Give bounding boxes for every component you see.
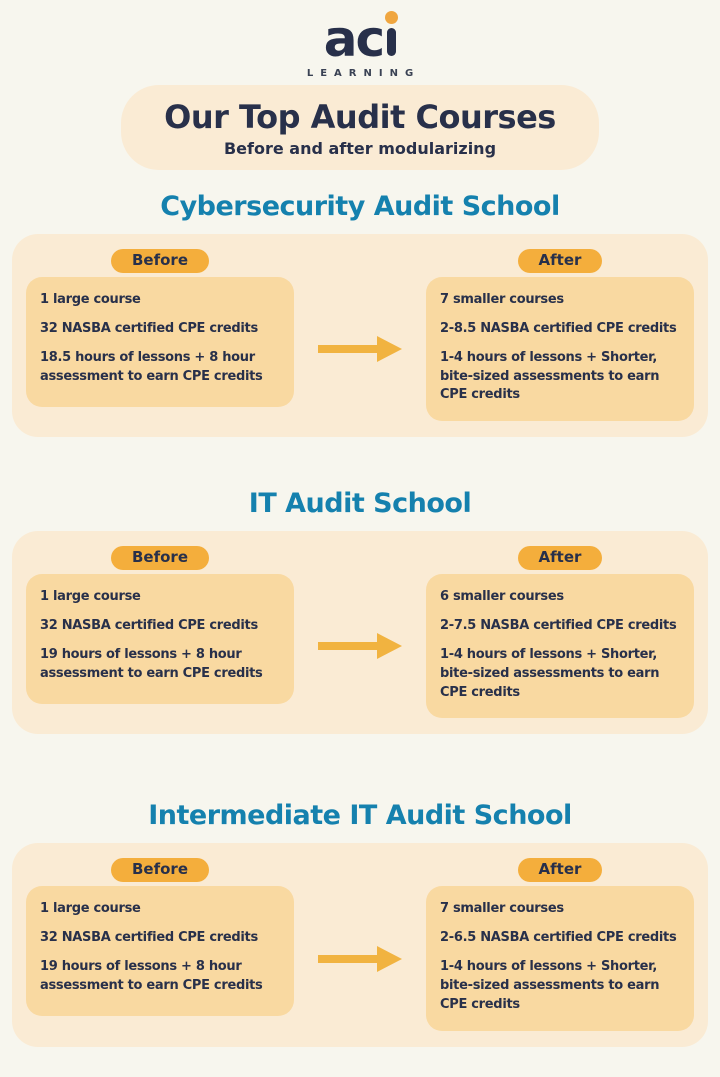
right-arrow-icon [318,944,402,974]
after-item: 2-8.5 NASBA certified CPE credits [440,320,677,336]
before-item: 32 NASBA certified CPE credits [40,320,258,336]
aci-logo-wordmark [323,10,396,68]
logo-orange-dot-icon [385,11,398,24]
bottom-spacer [0,1047,720,1077]
after-item: 7 smaller courses [440,292,564,307]
aci-logo [0,0,720,79]
before-item: 1 large course [40,589,141,605]
section-title: IT Audit School [248,488,472,520]
after-column [426,249,694,421]
before-item: 19 hours of lessons + 8 hour assessment to earn CPE credits [40,959,263,993]
before-item: 1 large course [40,901,141,917]
after-column [426,546,694,718]
before-badge: Before [111,858,209,882]
before-badge: Before [111,546,209,570]
before-column [26,249,294,407]
after-item: 6 smaller courses [440,589,564,605]
before-after-arrow [294,249,426,421]
comparison-panel [12,843,708,1046]
comparison-panel [12,234,708,437]
after-badge: After [518,546,603,570]
before-item: 1 large course [40,292,141,307]
before-badge: Before [111,249,209,273]
section-cybersecurity-audit-school [0,191,720,437]
after-card [426,277,694,421]
section-title: Cybersecurity Audit School [160,191,560,222]
after-item: 7 smaller courses [440,901,564,917]
logo-text-ac: ac [323,10,384,68]
before-card [26,277,294,407]
before-item: 18.5 hours of lessons + 8 hour assessment to earn CPE credits [40,349,263,384]
after-card [426,886,694,1030]
comparison-panel [12,531,708,734]
before-item: 19 hours of lessons + 8 hour assessment to earn CPE credits [40,646,263,681]
page-title: Our Top Audit Courses [164,98,556,136]
logo-subtext: LEARNING [306,68,421,79]
after-item: 1-4 hours of lessons + Shorter, bite-sized assessments to earn CPE credits [440,646,660,700]
section-intermediate-it-audit-school [0,800,720,1046]
logo-letter-i-stem [387,28,396,56]
before-item: 32 NASBA certified CPE credits [40,618,258,634]
section-title: Intermediate IT Audit School [148,800,572,832]
before-column [26,858,294,1016]
after-card [426,574,694,718]
right-arrow-icon [318,631,402,661]
before-after-arrow [294,546,426,718]
before-card [26,574,294,704]
before-after-arrow [294,858,426,1030]
after-column [426,858,694,1030]
before-card [26,886,294,1016]
after-item: 1-4 hours of lessons + Shorter, bite-sized assessments to earn CPE credits [440,349,660,403]
before-column [26,546,294,704]
after-item: 1-4 hours of lessons + Shorter, bite-sized assessments to earn CPE credits [440,959,660,1012]
after-badge: After [518,249,603,273]
before-item: 32 NASBA certified CPE credits [40,930,258,946]
title-banner [121,85,599,170]
section-it-audit-school [0,488,720,734]
right-arrow-icon [318,334,402,364]
after-item: 2-7.5 NASBA certified CPE credits [440,618,677,634]
after-item: 2-6.5 NASBA certified CPE credits [440,930,677,946]
after-badge: After [518,858,603,882]
page-subtitle: Before and after modularizing [223,139,497,158]
